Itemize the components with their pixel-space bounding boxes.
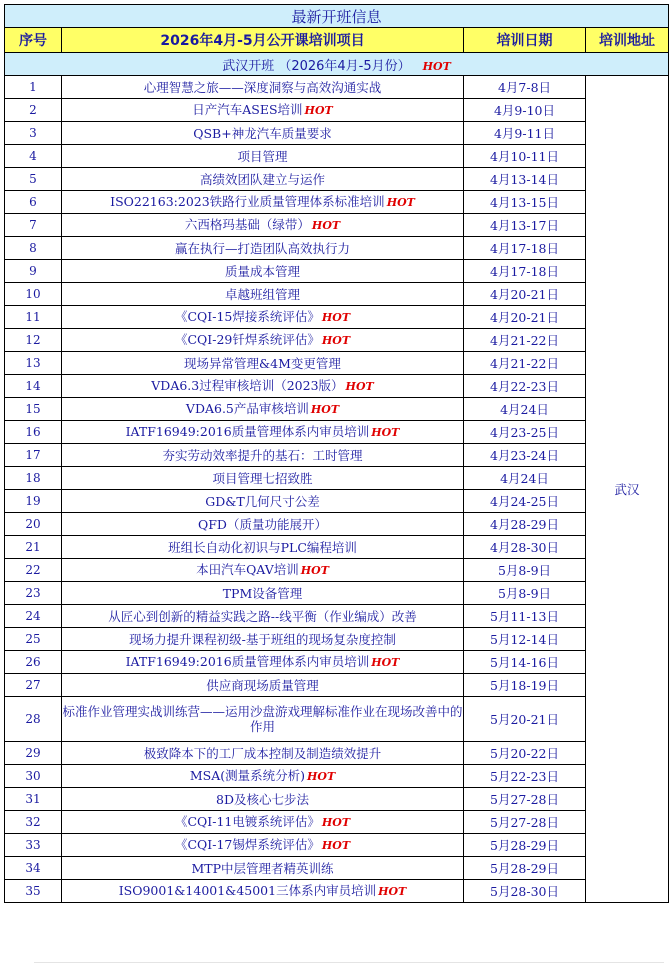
course-date: 4月9-11日 bbox=[464, 122, 586, 145]
course-date: 4月10-11日 bbox=[464, 145, 586, 168]
course-date: 4月23-24日 bbox=[464, 444, 586, 467]
section-header bbox=[5, 53, 669, 76]
course-number: 15 bbox=[5, 398, 62, 421]
course-date: 4月24日 bbox=[464, 467, 586, 490]
course-title-cell bbox=[62, 834, 464, 857]
course-row bbox=[5, 191, 669, 214]
course-row bbox=[5, 260, 669, 283]
course-date: 4月28-30日 bbox=[464, 536, 586, 559]
course-row bbox=[5, 444, 669, 467]
training-location: 武汉 bbox=[586, 76, 669, 903]
course-title-cell bbox=[62, 99, 464, 122]
course-title: 心理智慧之旅——深度洞察与高效沟通实战 bbox=[143, 79, 382, 95]
bottom-divider bbox=[34, 962, 664, 963]
course-title-cell bbox=[62, 329, 464, 352]
course-row bbox=[5, 122, 669, 145]
course-date: 5月18-19日 bbox=[464, 674, 586, 697]
hot-badge: HOT bbox=[371, 656, 400, 669]
hot-badge: HOT bbox=[304, 104, 333, 117]
course-date: 5月27-28日 bbox=[464, 788, 586, 811]
course-date: 4月21-22日 bbox=[464, 329, 586, 352]
course-title: VDA6.3过程审核培训（2023版） bbox=[151, 378, 344, 393]
course-number: 26 bbox=[5, 651, 62, 674]
course-number: 29 bbox=[5, 742, 62, 765]
column-header-date: 培训日期 bbox=[464, 28, 586, 53]
course-number: 6 bbox=[5, 191, 62, 214]
course-title: 《CQI-29钎焊系统评估》 bbox=[174, 332, 320, 347]
hot-badge: HOT bbox=[345, 380, 374, 393]
course-title-cell bbox=[62, 191, 464, 214]
course-title: 项目管理 bbox=[237, 148, 288, 164]
course-number: 1 bbox=[5, 76, 62, 99]
hot-badge: HOT bbox=[306, 770, 336, 783]
course-number: 8 bbox=[5, 237, 62, 260]
column-header-project: 2026年4月-5月公开课培训项目 bbox=[62, 28, 464, 53]
column-header-no: 序号 bbox=[5, 28, 62, 53]
course-row bbox=[5, 857, 669, 880]
course-row bbox=[5, 742, 669, 765]
course-date: 4月28-29日 bbox=[464, 513, 586, 536]
course-number: 11 bbox=[5, 306, 62, 329]
course-number: 14 bbox=[5, 375, 62, 398]
course-title: GD&T几何尺寸公差 bbox=[205, 493, 320, 509]
section-label: 武汉开班 （2026年4月-5月份） bbox=[222, 58, 411, 74]
course-row bbox=[5, 788, 669, 811]
course-number: 35 bbox=[5, 880, 62, 903]
course-number: 34 bbox=[5, 857, 62, 880]
course-date: 5月28-29日 bbox=[464, 857, 586, 880]
course-number: 27 bbox=[5, 674, 62, 697]
schedule-table bbox=[4, 4, 669, 903]
course-title-cell bbox=[62, 559, 464, 582]
section-hot-badge: HOT bbox=[422, 59, 451, 73]
course-title-cell bbox=[62, 122, 464, 145]
course-title: 六西格玛基础（绿带） bbox=[184, 217, 310, 232]
course-title: MTP中层管理者精英训练 bbox=[191, 860, 334, 876]
course-title-cell bbox=[62, 375, 464, 398]
course-title-cell bbox=[62, 145, 464, 168]
course-number: 13 bbox=[5, 352, 62, 375]
course-title: 极致降本下的工厂成本控制及制造绩效提升 bbox=[143, 745, 382, 761]
course-row bbox=[5, 582, 669, 605]
course-number: 22 bbox=[5, 559, 62, 582]
course-date: 4月20-21日 bbox=[464, 306, 586, 329]
course-number: 5 bbox=[5, 168, 62, 191]
course-number: 21 bbox=[5, 536, 62, 559]
course-title: 高绩效团队建立与运作 bbox=[199, 171, 325, 187]
course-title-cell bbox=[62, 513, 464, 536]
course-title-cell bbox=[62, 260, 464, 283]
course-date: 5月22-23日 bbox=[464, 765, 586, 788]
course-row bbox=[5, 536, 669, 559]
course-title: 夯实劳动效率提升的基石：工时管理 bbox=[162, 447, 363, 463]
course-row bbox=[5, 559, 669, 582]
course-title-cell bbox=[62, 628, 464, 651]
course-title: VDA6.5产品审核培训 bbox=[185, 401, 309, 416]
hot-badge: HOT bbox=[378, 885, 407, 898]
course-number: 9 bbox=[5, 260, 62, 283]
course-date: 4月17-18日 bbox=[464, 237, 586, 260]
course-number: 16 bbox=[5, 421, 62, 444]
course-title: 卓越班组管理 bbox=[224, 286, 300, 302]
course-title-cell bbox=[62, 742, 464, 765]
course-row bbox=[5, 490, 669, 513]
course-date: 5月20-22日 bbox=[464, 742, 586, 765]
column-header-location: 培训地址 bbox=[586, 28, 669, 53]
course-title-cell bbox=[62, 674, 464, 697]
course-date: 5月28-29日 bbox=[464, 834, 586, 857]
course-number: 2 bbox=[5, 99, 62, 122]
course-title-cell bbox=[62, 467, 464, 490]
course-title: 《CQI-17锡焊系统评估》 bbox=[174, 837, 320, 852]
course-title: TPM设备管理 bbox=[222, 585, 303, 601]
course-list bbox=[5, 76, 669, 903]
course-number: 30 bbox=[5, 765, 62, 788]
course-row bbox=[5, 99, 669, 122]
course-date: 4月9-10日 bbox=[464, 99, 586, 122]
course-title: 本田汽车QAV培训 bbox=[196, 562, 299, 577]
hot-badge: HOT bbox=[386, 196, 415, 209]
course-title: QSB+神龙汽车质量要求 bbox=[193, 125, 332, 141]
course-title: 赢在执行—打造团队高效执行力 bbox=[174, 240, 350, 256]
course-date: 5月27-28日 bbox=[464, 811, 586, 834]
course-title: QFD（质量功能展开） bbox=[198, 516, 327, 532]
course-date: 4月24-25日 bbox=[464, 490, 586, 513]
course-title: IATF16949:2016质量管理体系内审员培训 bbox=[125, 654, 370, 669]
course-number: 31 bbox=[5, 788, 62, 811]
course-title-cell bbox=[62, 214, 464, 237]
course-number: 33 bbox=[5, 834, 62, 857]
hot-badge: HOT bbox=[321, 311, 351, 324]
course-date: 4月24日 bbox=[464, 398, 586, 421]
course-title: ISO22163:2023铁路行业质量管理体系标准培训 bbox=[110, 194, 385, 209]
course-number: 10 bbox=[5, 283, 62, 306]
course-title-cell bbox=[62, 398, 464, 421]
course-title: 《CQI-15焊接系统评估》 bbox=[174, 309, 320, 324]
course-row bbox=[5, 306, 669, 329]
course-date: 4月7-8日 bbox=[464, 76, 586, 99]
course-row bbox=[5, 880, 669, 903]
course-title-cell bbox=[62, 352, 464, 375]
course-title-cell bbox=[62, 421, 464, 444]
course-title-cell bbox=[62, 651, 464, 674]
course-row bbox=[5, 765, 669, 788]
course-row bbox=[5, 834, 669, 857]
course-number: 4 bbox=[5, 145, 62, 168]
course-number: 32 bbox=[5, 811, 62, 834]
course-row bbox=[5, 375, 669, 398]
course-row bbox=[5, 145, 669, 168]
course-date: 5月28-30日 bbox=[464, 880, 586, 903]
course-row bbox=[5, 237, 669, 260]
table-header bbox=[5, 28, 669, 53]
course-title: MSA(测量系统分析) bbox=[189, 768, 305, 783]
course-title-cell bbox=[62, 788, 464, 811]
course-row bbox=[5, 467, 669, 490]
hot-badge: HOT bbox=[321, 816, 351, 829]
course-title-cell bbox=[62, 536, 464, 559]
course-row bbox=[5, 628, 669, 651]
course-number: 7 bbox=[5, 214, 62, 237]
course-title: 质量成本管理 bbox=[224, 263, 300, 279]
hot-badge: HOT bbox=[321, 334, 351, 347]
course-title-cell bbox=[62, 765, 464, 788]
course-title-cell bbox=[62, 605, 464, 628]
course-title: 供应商现场质量管理 bbox=[206, 677, 319, 693]
course-number: 17 bbox=[5, 444, 62, 467]
course-title: 《CQI-11电镀系统评估》 bbox=[174, 814, 320, 829]
course-title-cell bbox=[62, 857, 464, 880]
course-title: 8D及核心七步法 bbox=[216, 791, 309, 807]
course-date: 4月13-17日 bbox=[464, 214, 586, 237]
course-date: 4月13-14日 bbox=[464, 168, 586, 191]
course-row bbox=[5, 811, 669, 834]
course-number: 12 bbox=[5, 329, 62, 352]
course-title-cell bbox=[62, 306, 464, 329]
hot-badge: HOT bbox=[300, 564, 329, 577]
course-row bbox=[5, 513, 669, 536]
course-title: 从匠心到创新的精益实践之路--线平衡（作业编成）改善 bbox=[108, 608, 417, 624]
course-title: 标准作业管理实战训练营——运用沙盘游戏理解标准作业在现场改善中的作用 bbox=[62, 704, 463, 734]
course-title: 班组长自动化初识与PLC编程培训 bbox=[168, 539, 357, 555]
course-row bbox=[5, 398, 669, 421]
course-title-cell bbox=[62, 444, 464, 467]
course-title-cell bbox=[62, 168, 464, 191]
course-title: IATF16949:2016质量管理体系内审员培训 bbox=[125, 424, 370, 439]
page-title: 最新开班信息 bbox=[5, 5, 669, 28]
course-row bbox=[5, 674, 669, 697]
hot-badge: HOT bbox=[310, 403, 340, 416]
course-number: 3 bbox=[5, 122, 62, 145]
course-title: ISO9001&14001&45001三体系内审员培训 bbox=[118, 883, 377, 898]
course-title-cell bbox=[62, 697, 464, 742]
course-title: 项目管理七招致胜 bbox=[212, 470, 313, 486]
course-number: 20 bbox=[5, 513, 62, 536]
course-row bbox=[5, 651, 669, 674]
course-row bbox=[5, 605, 669, 628]
course-date: 5月8-9日 bbox=[464, 582, 586, 605]
course-title: 现场异常管理&4M变更管理 bbox=[184, 355, 341, 371]
course-date: 4月13-15日 bbox=[464, 191, 586, 214]
course-row bbox=[5, 352, 669, 375]
hot-badge: HOT bbox=[371, 426, 400, 439]
training-schedule bbox=[4, 4, 668, 903]
course-date: 4月23-25日 bbox=[464, 421, 586, 444]
course-date: 5月20-21日 bbox=[464, 697, 586, 742]
course-row bbox=[5, 697, 669, 742]
course-date: 5月11-13日 bbox=[464, 605, 586, 628]
course-title: 日产汽车ASES培训 bbox=[192, 102, 303, 117]
course-date: 4月22-23日 bbox=[464, 375, 586, 398]
course-date: 4月21-22日 bbox=[464, 352, 586, 375]
course-number: 25 bbox=[5, 628, 62, 651]
hot-badge: HOT bbox=[311, 219, 341, 232]
course-title-cell bbox=[62, 237, 464, 260]
course-number: 18 bbox=[5, 467, 62, 490]
course-number: 23 bbox=[5, 582, 62, 605]
course-date: 4月17-18日 bbox=[464, 260, 586, 283]
course-date: 5月14-16日 bbox=[464, 651, 586, 674]
course-date: 4月20-21日 bbox=[464, 283, 586, 306]
course-number: 28 bbox=[5, 697, 62, 742]
course-row bbox=[5, 329, 669, 352]
course-date: 5月12-14日 bbox=[464, 628, 586, 651]
course-row bbox=[5, 421, 669, 444]
course-row bbox=[5, 168, 669, 191]
course-row bbox=[5, 76, 669, 99]
course-row bbox=[5, 283, 669, 306]
course-title-cell bbox=[62, 490, 464, 513]
hot-badge: HOT bbox=[321, 839, 351, 852]
course-title-cell bbox=[62, 283, 464, 306]
course-number: 19 bbox=[5, 490, 62, 513]
course-date: 5月8-9日 bbox=[464, 559, 586, 582]
course-title: 现场力提升课程初级-基于班组的现场复杂度控制 bbox=[129, 631, 396, 647]
course-number: 24 bbox=[5, 605, 62, 628]
course-title-cell bbox=[62, 880, 464, 903]
course-title-cell bbox=[62, 76, 464, 99]
course-title-cell bbox=[62, 811, 464, 834]
course-title-cell bbox=[62, 582, 464, 605]
course-row bbox=[5, 214, 669, 237]
